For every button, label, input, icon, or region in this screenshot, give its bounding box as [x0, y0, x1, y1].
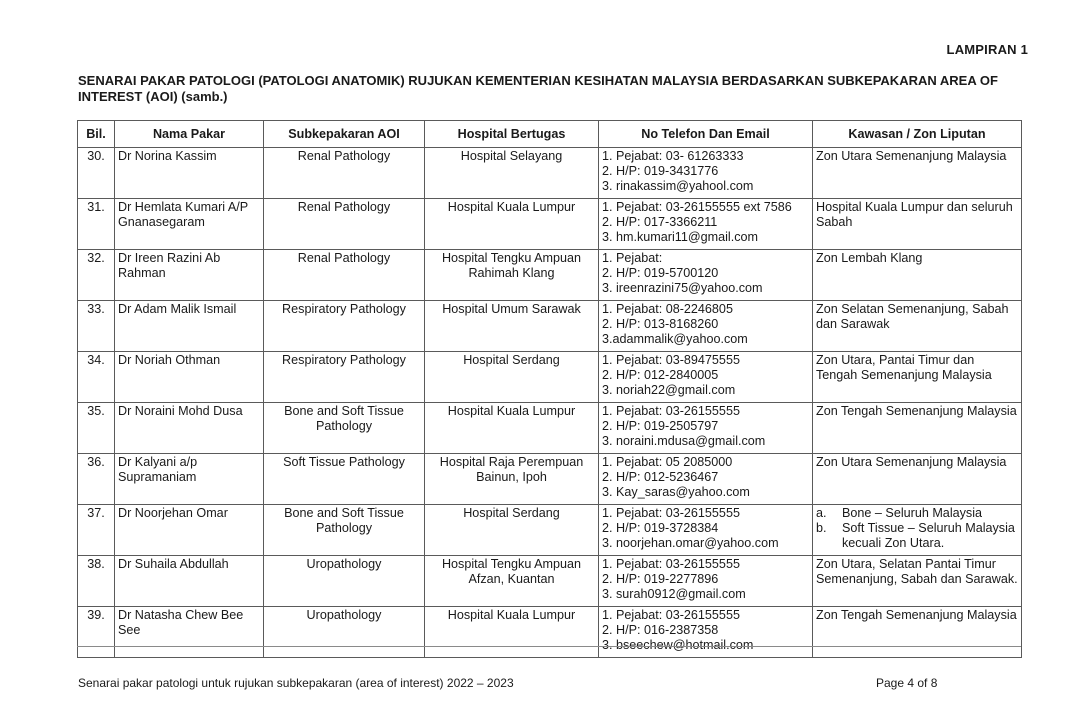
contact-phone: 2. H/P: 016-2387358 — [602, 623, 719, 637]
expert-name: Dr Hemlata Kumari A/P Gnanasegaram — [115, 199, 264, 250]
coverage-zone — [813, 556, 1022, 607]
expert-name: Dr Ireen Razini Ab Rahman — [115, 250, 264, 301]
subspecialty: Respiratory Pathology — [264, 301, 425, 352]
contact-phone: 1. Pejabat: 03-26155555 — [602, 557, 740, 571]
coverage-list-item — [816, 506, 1018, 521]
contact-info — [599, 403, 813, 454]
subspecialty: Bone and Soft Tissue Pathology — [264, 403, 425, 454]
contact-info — [599, 250, 813, 301]
coverage-zone — [813, 199, 1022, 250]
contact-email: 3.adammalik@yahoo.com — [602, 332, 748, 346]
contact-phone: 2. H/P: 019-2277896 — [602, 572, 719, 586]
expert-name: Dr Noriah Othman — [115, 352, 264, 403]
row-number: 39. — [78, 607, 115, 658]
contact-email: 3. bseechew@hotmail.com — [602, 638, 754, 652]
subspecialty: Renal Pathology — [264, 250, 425, 301]
table-row — [78, 607, 1022, 658]
hospital-name: Hospital Tengku Ampuan Afzan, Kuantan — [425, 556, 599, 607]
hospital-name: Hospital Selayang — [425, 148, 599, 199]
coverage-list-marker: b. — [816, 521, 827, 535]
table-row — [78, 556, 1022, 607]
contact-email: 3. Kay_saras@yahoo.com — [602, 485, 750, 499]
table-row — [78, 199, 1022, 250]
table-row — [78, 301, 1022, 352]
expert-name: Dr Suhaila Abdullah — [115, 556, 264, 607]
col-header-hospital: Hospital Bertugas — [425, 121, 599, 148]
row-number: 31. — [78, 199, 115, 250]
hospital-name: Hospital Serdang — [425, 352, 599, 403]
hospital-name: Hospital Kuala Lumpur — [425, 403, 599, 454]
hospital-name: Hospital Raja Perempuan Bainun, Ipoh — [425, 454, 599, 505]
coverage-zone — [813, 505, 1022, 556]
coverage-zone — [813, 454, 1022, 505]
col-header-subkepakaran: Subkepakaran AOI — [264, 121, 425, 148]
contact-phone: 2. H/P: 017-3366211 — [602, 215, 718, 229]
coverage-text: Zon Utara, Pantai Timur dan Tengah Semenanjung Malaysia — [816, 353, 992, 382]
col-header-coverage: Kawasan / Zon Liputan — [813, 121, 1022, 148]
subspecialty: Uropathology — [264, 556, 425, 607]
row-number: 30. — [78, 148, 115, 199]
contact-phone: 2. H/P: 019-3728384 — [602, 521, 719, 535]
footer-divider — [77, 646, 1021, 647]
hospital-name: Hospital Kuala Lumpur — [425, 199, 599, 250]
subspecialty: Respiratory Pathology — [264, 352, 425, 403]
table-row — [78, 148, 1022, 199]
table-row — [78, 403, 1022, 454]
expert-name: Dr Natasha Chew Bee See — [115, 607, 264, 658]
coverage-list-text: Soft Tissue – Seluruh Malaysia kecuali Zon Utara. — [842, 521, 1015, 550]
footer-caption: Senarai pakar patologi untuk rujukan subkepakaran (area of interest) 2022 – 2023 — [78, 676, 514, 690]
expert-name: Dr Kalyani a/p Supramaniam — [115, 454, 264, 505]
contact-info — [599, 607, 813, 658]
coverage-list-text: Bone – Seluruh Malaysia — [842, 506, 983, 520]
expert-name: Dr Adam Malik Ismail — [115, 301, 264, 352]
table-row — [78, 352, 1022, 403]
page-number: Page 4 of 8 — [876, 676, 938, 690]
col-header-nama-pakar: Nama Pakar — [115, 121, 264, 148]
expert-name: Dr Norina Kassim — [115, 148, 264, 199]
contact-phone: 2. H/P: 019-3431776 — [602, 164, 719, 178]
contact-info — [599, 505, 813, 556]
coverage-text: Zon Utara Semenanjung Malaysia — [816, 455, 1007, 469]
row-number: 34. — [78, 352, 115, 403]
expert-name: Dr Noorjehan Omar — [115, 505, 264, 556]
contact-phone: 1. Pejabat: 05 2085000 — [602, 455, 733, 469]
subspecialty: Renal Pathology — [264, 199, 425, 250]
contact-info — [599, 454, 813, 505]
coverage-list-item — [816, 521, 1018, 551]
coverage-text: Hospital Kuala Lumpur dan seluruh Sabah — [816, 200, 1013, 229]
hospital-name: Hospital Umum Sarawak — [425, 301, 599, 352]
row-number: 35. — [78, 403, 115, 454]
subspecialty: Uropathology — [264, 607, 425, 658]
contact-email: 3. noriah22@gmail.com — [602, 383, 736, 397]
coverage-zone — [813, 301, 1022, 352]
coverage-zone — [813, 352, 1022, 403]
contact-phone: 2. H/P: 019-5700120 — [602, 266, 719, 280]
contact-info — [599, 556, 813, 607]
contact-phone: 1. Pejabat: 03-26155555 — [602, 404, 740, 418]
table-body — [78, 148, 1022, 658]
contact-email: 3. noorjehan.omar@yahoo.com — [602, 536, 779, 550]
coverage-text: Zon Utara, Selatan Pantai Timur Semenanjung, Sabah dan Sarawak. — [816, 557, 1018, 586]
contact-phone: 2. H/P: 012-2840005 — [602, 368, 719, 382]
hospital-name: Hospital Kuala Lumpur — [425, 607, 599, 658]
row-number: 32. — [78, 250, 115, 301]
coverage-text: Zon Lembah Klang — [816, 251, 923, 265]
coverage-zone — [813, 607, 1022, 658]
contact-email: 3. hm.kumari11@gmail.com — [602, 230, 759, 244]
lampiran-label: LAMPIRAN 1 — [946, 42, 1028, 57]
contact-phone: 1. Pejabat: 03-26155555 ext 7586 — [602, 200, 792, 214]
hospital-name: Hospital Serdang — [425, 505, 599, 556]
hospital-name: Hospital Tengku Ampuan Rahimah Klang — [425, 250, 599, 301]
contact-phone: 2. H/P: 019-2505797 — [602, 419, 719, 433]
contact-phone: 1. Pejabat: 03-89475555 — [602, 353, 740, 367]
contact-info — [599, 301, 813, 352]
coverage-text: Zon Tengah Semenanjung Malaysia — [816, 404, 1017, 418]
contact-email: 3. noraini.mdusa@gmail.com — [602, 434, 766, 448]
contact-phone: 1. Pejabat: 03- 61263333 — [602, 149, 744, 163]
contact-phone: 1. Pejabat: 08-2246805 — [602, 302, 733, 316]
table-row — [78, 250, 1022, 301]
document-title: SENARAI PAKAR PATOLOGI (PATOLOGI ANATOMIK) RUJUKAN KEMENTERIAN KESIHATAN MALAYSIA BERDASARKAN SUBKEPAKARAN AREA OF INTEREST (AOI) (samb.) — [78, 73, 998, 104]
coverage-zone — [813, 250, 1022, 301]
contact-phone: 2. H/P: 012-5236467 — [602, 470, 719, 484]
coverage-text: Zon Utara Semenanjung Malaysia — [816, 149, 1007, 163]
row-number: 36. — [78, 454, 115, 505]
row-number: 33. — [78, 301, 115, 352]
subspecialty: Renal Pathology — [264, 148, 425, 199]
contact-email: 3. ireenrazini75@yahoo.com — [602, 281, 763, 295]
table-row — [78, 505, 1022, 556]
coverage-zone — [813, 403, 1022, 454]
contact-info — [599, 148, 813, 199]
table-row — [78, 454, 1022, 505]
col-header-bil: Bil. — [78, 121, 115, 148]
contact-info — [599, 199, 813, 250]
contact-info — [599, 352, 813, 403]
row-number: 38. — [78, 556, 115, 607]
pathologist-table — [77, 120, 1022, 658]
coverage-zone — [813, 148, 1022, 199]
table-header-row — [78, 121, 1022, 148]
contact-phone: 1. Pejabat: 03-26155555 — [602, 608, 740, 622]
subspecialty: Bone and Soft Tissue Pathology — [264, 505, 425, 556]
coverage-text: Zon Tengah Semenanjung Malaysia — [816, 608, 1017, 622]
row-number: 37. — [78, 505, 115, 556]
col-header-contact: No Telefon Dan Email — [599, 121, 813, 148]
contact-phone: 2. H/P: 013-8168260 — [602, 317, 719, 331]
contact-email: 3. rinakassim@yahool.com — [602, 179, 754, 193]
coverage-text: Zon Selatan Semenanjung, Sabah dan Sarawak — [816, 302, 1009, 331]
contact-email: 3. surah0912@gmail.com — [602, 587, 746, 601]
contact-phone: 1. Pejabat: — [602, 251, 663, 265]
subspecialty: Soft Tissue Pathology — [264, 454, 425, 505]
contact-phone: 1. Pejabat: 03-26155555 — [602, 506, 740, 520]
coverage-list — [816, 506, 1018, 551]
expert-name: Dr Noraini Mohd Dusa — [115, 403, 264, 454]
coverage-list-marker: a. — [816, 506, 827, 520]
